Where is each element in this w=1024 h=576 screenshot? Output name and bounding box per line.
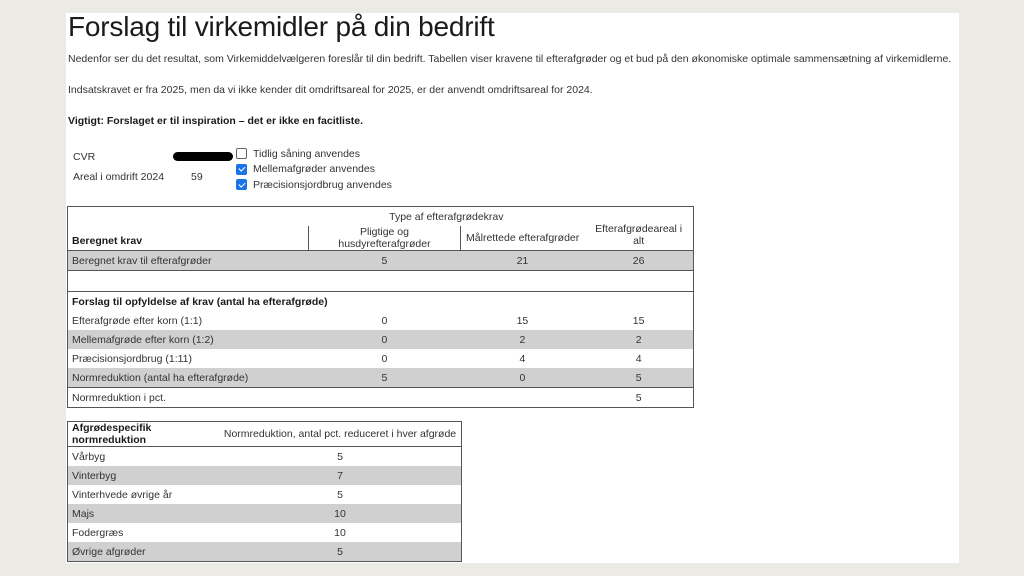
table-row: Normreduktion (antal ha efterafgrøde) 5 0 5 [68,368,694,388]
option-praecisionsjordbrug[interactable] [236,177,392,193]
content-panel [66,13,959,563]
note-text: Indsatskravet er fra 2025, men da vi ikke kender dit omdriftsareal for 2025, er der anvendt omdriftsareal for 2024. [68,84,593,96]
warning-text: Vigtigt: Forslaget er til inspiration – det er ikke en facitliste. [68,115,364,127]
crop-normreduction-table [67,421,462,562]
col-header-pligtige: Pligtige og husdyrefterafgrøder [308,226,460,251]
table-row-krav: Beregnet krav til efterafgrøder 5 21 26 [68,251,694,271]
areal-value: 59 [191,171,203,183]
option-label: Mellemafgrøder anvendes [253,163,375,176]
col-header-crop: Afgrødespecifik normreduktion [68,422,220,447]
areal-label: Areal i omdrift 2024 [73,171,165,183]
options-checklist [236,146,392,193]
col-header-pct: Normreduktion, antal pct. reduceret i hver afgrøde [219,422,462,447]
table-row: Vinterhvede øvrige år 5 [72,488,343,501]
table-header-row [68,422,462,447]
option-mellemafgroeder[interactable] [236,162,392,178]
option-tidlig-saaning[interactable] [236,146,392,162]
requirements-table [67,206,694,408]
table-row: Majs 10 [68,504,462,523]
col-header-maalrettede: Målrettede efterafgrøder [461,226,585,251]
table-row: Præcisionsjordbrug (1:11) 0 4 4 [72,352,642,365]
table-row: Vårbyg 5 [72,450,343,463]
table-row: Fodergræs 10 [72,526,346,539]
table-row: Efterafgrøde efter korn (1:1) 0 15 15 [72,314,645,327]
page-title: Forslag til virkemidler på din bedrift [68,11,495,42]
row-header-label: Beregnet krav [72,235,143,247]
section-title-row: Forslag til opfyldelse af krav (antal ha efterafgrøde) [68,292,694,312]
group-header: Type af efterafgrødekrav [389,210,504,223]
table-spacer-row [68,271,694,292]
checkbox-checked-icon[interactable] [236,164,247,175]
table-row-pct: Normreduktion i pct. 5 [68,388,694,408]
option-label: Tidlig såning anvendes [253,147,361,160]
table-header-row [68,207,694,227]
table-row: Mellemafgrøde efter korn (1:2) 0 2 2 [68,330,694,349]
option-label: Præcisionsjordbrug anvendes [253,178,392,191]
table-row: Vinterbyg 7 [68,466,462,485]
intro-text: Nedenfor ser du det resultat, som Virkemiddelvælgeren foreslår til din bedrift. Tabellen viser kravene til efterafgrøder og et bud på den økonomiske optimale sammensætning af virkemidlerne. [68,53,952,65]
table-row: Øvrige afgrøder 5 [68,542,462,562]
cvr-label: CVR [73,151,96,163]
checkbox-unchecked-icon[interactable] [236,148,247,159]
cvr-redacted-value [173,152,233,161]
col-header-total: Efterafgrødeareal i alt [584,207,693,251]
checkbox-checked-icon[interactable] [236,179,247,190]
